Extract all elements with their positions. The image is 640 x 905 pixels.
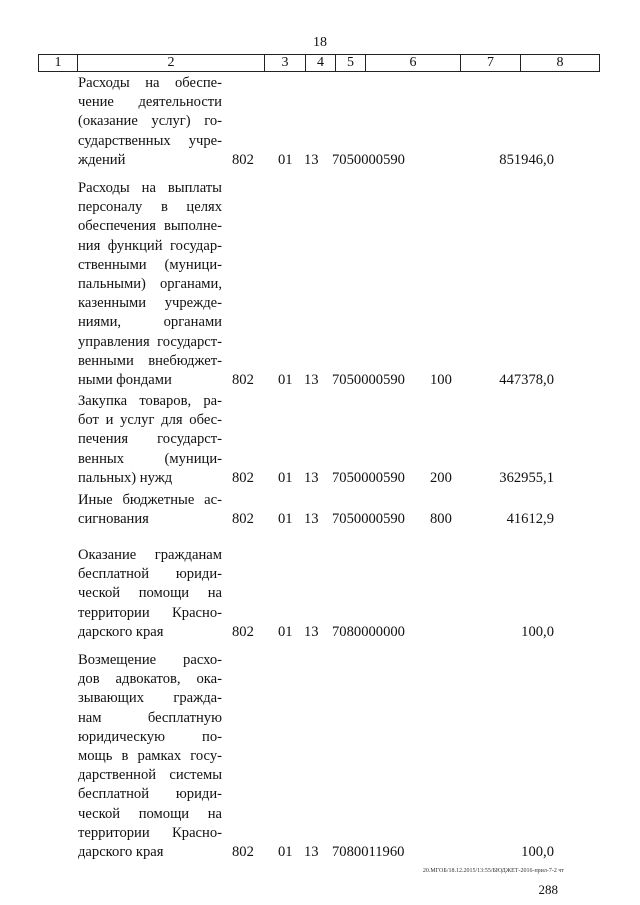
cell-c4: 01 [278, 151, 293, 168]
description-line: территории Красно- [78, 604, 222, 621]
description-line: ственными (муници- [78, 256, 222, 273]
footer-reference: 20.МГОБ/18.12.2015/13:55/БЮДЖЕТ-2016-прил-7-2 чт [422, 868, 564, 874]
description-line: Возмещение расхо- [78, 652, 222, 668]
cell-c6: 7050000590 [332, 372, 405, 388]
description-line: управления государст- [78, 333, 222, 350]
description-line: венными внебюджет- [78, 352, 222, 369]
cell-c8: 851946,0 [499, 151, 554, 168]
cell-c3: 802 [232, 151, 254, 168]
cell-c6: 7050000590 [332, 469, 405, 486]
description-line: ными фондами [78, 371, 172, 388]
description-line: нам бесплатную [78, 709, 222, 726]
cell-c5: 13 [304, 844, 319, 860]
description-line: бесплатной юриди- [78, 786, 222, 803]
cell-c4: 01 [278, 372, 293, 388]
row-description [78, 651, 222, 862]
header-col-4: 4 [305, 55, 335, 71]
description-line: дарского края [78, 843, 164, 860]
description-line: ческой помощи на [78, 805, 222, 822]
description-line: венных (муници- [78, 450, 222, 467]
description-line: дарского края [78, 623, 164, 640]
description-line: ческой помощи на [78, 585, 222, 602]
cell-c6: 7080000000 [332, 623, 405, 640]
description-line: ниями, органами [78, 314, 222, 331]
description-line: Расходы на обеспе- [78, 75, 222, 91]
cell-c8: 447378,0 [499, 372, 554, 388]
description-line: зывающих гражда- [78, 690, 222, 707]
header-col-2: 2 [77, 55, 264, 71]
description-line: юридическую по- [78, 728, 222, 745]
description-line: пальных) нужд [78, 469, 173, 486]
description-line: ния функций государ- [78, 237, 222, 254]
header-col-3: 3 [264, 55, 305, 71]
description-line: персоналу в целях [78, 199, 222, 216]
cell-c7: 800 [430, 511, 452, 528]
description-line: казенными учрежде- [78, 295, 222, 312]
description-line: чение деятельности [78, 94, 222, 111]
description-line: Расходы на выплаты [78, 180, 222, 196]
description-line: Оказание гражданам [78, 547, 222, 563]
header-col-6: 6 [365, 55, 460, 71]
cell-c8: 100,0 [521, 623, 554, 640]
cell-c5: 13 [304, 469, 319, 486]
cell-c8: 100,0 [521, 844, 554, 860]
cell-c3: 802 [232, 511, 254, 528]
description-line: дарственной системы [78, 767, 222, 784]
row-description [78, 74, 222, 170]
header-col-1: 1 [54, 55, 62, 70]
cell-c4: 01 [278, 844, 293, 860]
row-description [78, 392, 222, 488]
cell-c8: 362955,1 [499, 469, 554, 486]
description-line: бесплатной юриди- [78, 566, 222, 583]
cell-c5: 13 [304, 623, 319, 640]
row-description [78, 491, 222, 529]
page-number-top: 18 [313, 35, 327, 50]
cell-c4: 01 [278, 469, 293, 486]
description-line: Иные бюджетные ас- [78, 492, 222, 508]
cell-c4: 01 [278, 511, 293, 528]
header-col-5: 5 [335, 55, 365, 71]
description-line: (оказание услуг) го- [78, 113, 222, 130]
description-line: ждений [78, 151, 126, 168]
cell-c3: 802 [232, 469, 254, 486]
cell-c5: 13 [304, 511, 319, 528]
description-line: Закупка товаров, ра- [78, 393, 222, 409]
cell-c6: 7080011960 [332, 844, 405, 860]
cell-c5: 13 [304, 372, 319, 388]
cell-c5: 13 [304, 151, 319, 168]
description-line: бот и услуг для обес- [78, 412, 222, 429]
description-line: мощь в рамках госу- [78, 747, 222, 764]
header-col-7: 7 [460, 55, 520, 71]
cell-c4: 01 [278, 623, 293, 640]
cell-c3: 802 [232, 372, 254, 388]
description-line: обеспечения выполне- [78, 218, 222, 235]
description-line: территории Красно- [78, 824, 222, 841]
description-line: пальными) органами, [78, 275, 222, 292]
description-line: печения государст- [78, 431, 222, 448]
row-description [78, 546, 222, 642]
cell-c3: 802 [232, 623, 254, 640]
cell-c6: 7050000590 [332, 151, 405, 168]
description-line: дов адвокатов, ока- [78, 671, 222, 688]
description-line: сигнования [78, 511, 149, 528]
cell-c7: 200 [430, 469, 452, 486]
table-header [38, 54, 600, 72]
page-number-bottom: 288 [538, 882, 558, 897]
description-line: сударственных учре- [78, 132, 222, 149]
cell-c7: 100 [430, 372, 452, 388]
cell-c6: 7050000590 [332, 511, 405, 528]
row-description [78, 179, 222, 390]
cell-c3: 802 [232, 844, 254, 860]
header-col-8: 8 [520, 55, 599, 71]
cell-c8: 41612,9 [506, 511, 554, 528]
